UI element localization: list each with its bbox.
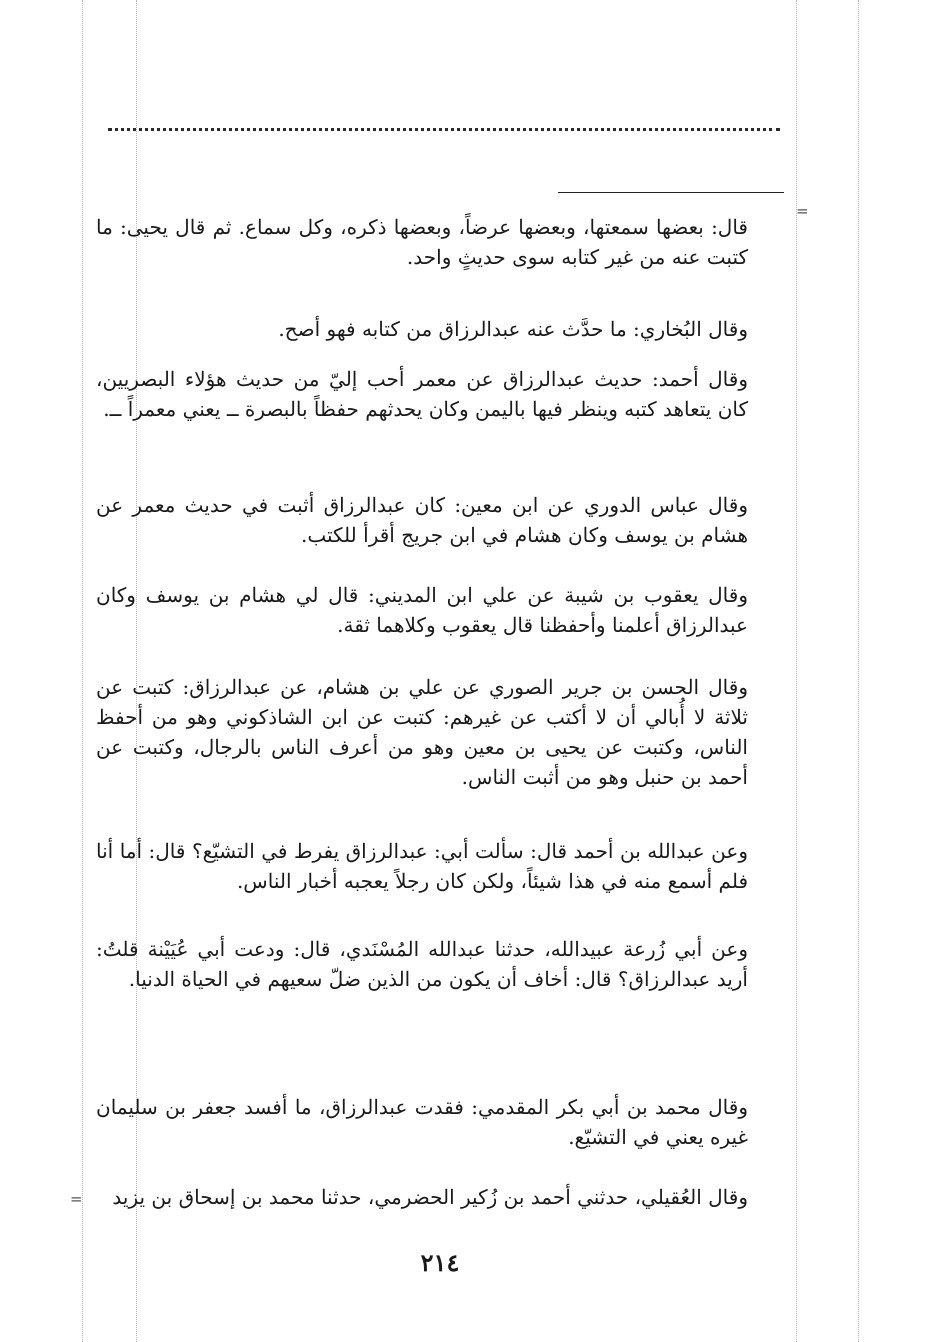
paragraph-8: وعن أبي زُرعة عبيدالله، حدثنا عبدالله المُسْنَدي، قال: ودعت أبي عُيَيْنة قلتُ: أريد عبدالرزاق؟ قال: أخاف أن يكون من الذين ضلّ سعيهم في الحياة الدنيا. <box>96 937 748 991</box>
paragraph-4: وقال عباس الدوري عن ابن معين: كان عبدالرزاق أثبت في حديث معمر عن هشام بن يوسف وكان هشام في ابن جريج أقرأ للكتب. <box>96 493 748 547</box>
paragraph-2: وقال البُخاري: ما حدَّث عنه عبدالرزاق من كتابه فهو أصح. <box>278 317 748 341</box>
page-number: ٢١٤ <box>420 1248 460 1277</box>
margin-guide-left <box>82 0 83 1342</box>
paragraph-7: وعن عبدالله بن أحمد قال: سألت أبي: عبدالرزاق يفرط في التشيّع؟ قال: أما أنا فلم أسمع منه في هذا شيئاً، ولكن كان رجلاً يعجبه أخبار الناس. <box>96 839 748 893</box>
continuation-mark-top: = <box>796 202 809 220</box>
paragraph-1: قال: بعضها سمعتها، وبعضها عرضاً، وبعضها ذكره، وكل سماع. ثم قال يحيى: ما كتبت عنه من غير كتابه سوى حديثٍ واحد. <box>96 215 748 269</box>
paragraph-10: وقال العُقيلي، حدثني أحمد بن زُكير الحضرمي، حدثنا محمد بن إسحاق بن يزيد <box>112 1185 748 1209</box>
footnote-rule <box>558 192 784 193</box>
paragraph-9: وقال محمد بن أبي بكر المقدمي: فقدت عبدالرزاق، ما أفسد جعفر بن سليمان غيره يعني في التشيّع. <box>96 1095 748 1149</box>
paragraph-3: وقال أحمد: حديث عبدالرزاق عن معمر أحب إليّ من حديث هؤلاء البصريين، كان يتعاهد كتبه وينظر فيها باليمن وكان يحدثهم حفظاً بالبصرة ــ يعني معمراً ــ. <box>96 367 748 421</box>
margin-guide-right <box>858 0 859 1342</box>
dotted-separator <box>108 128 780 131</box>
paragraph-5: وقال يعقوب بن شيبة عن علي ابن المديني: قال لي هشام بن يوسف وكان عبدالرزاق أعلمنا وأحفظنا قال يعقوب وكلاهما ثقة. <box>96 583 748 637</box>
paragraph-6: وقال الحسن بن جرير الصوري عن علي بن هشام، عن عبدالرزاق: كتبت عن ثلاثة لا أُبالي أن لا أكتب عن غيرهم: كتبت عن ابن الشاذكوني وهو من أحفظ الناس، وكتبت عن يحيى بن معين وهو من أعرف الناس بالرجال، وكتبت عن أحمد بن حنبل وهو من أثبت الناس. <box>96 675 748 789</box>
continuation-mark-bottom: = <box>70 1190 83 1208</box>
